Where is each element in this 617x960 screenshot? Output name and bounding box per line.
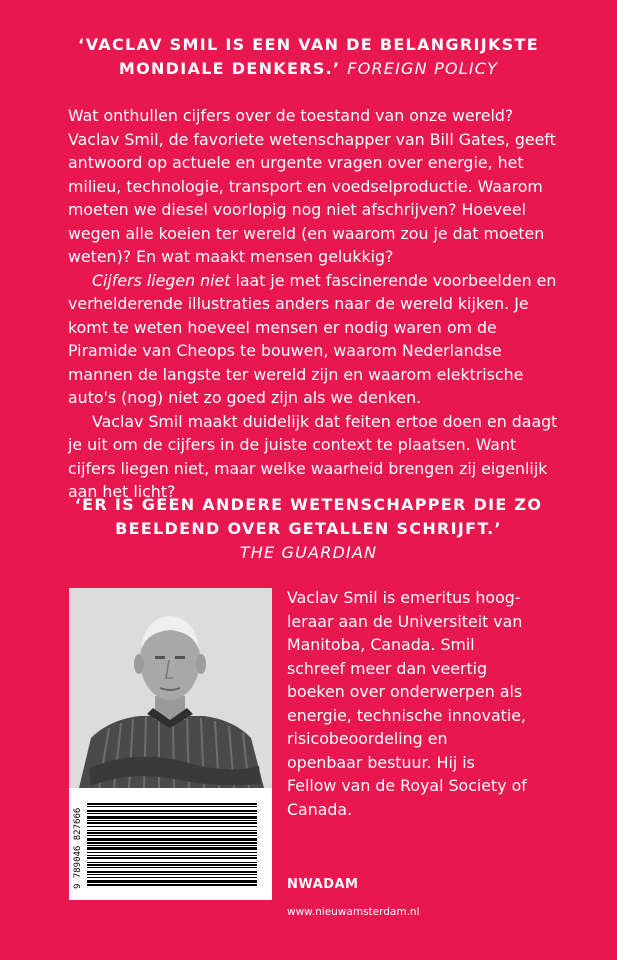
barcode-bar [87, 862, 257, 863]
book-title: Cijfers liegen niet [92, 270, 231, 290]
barcode-bar [87, 822, 257, 824]
barcode-bar [87, 830, 257, 831]
top-quote [0, 33, 617, 81]
barcode-bar [87, 810, 257, 812]
top-quote-line1: ‘VACLAV SMIL IS EEN VAN DE BELANGRIJKSTE [78, 35, 539, 54]
bottom-quote [0, 493, 617, 565]
barcode-bar [87, 871, 257, 873]
barcode-bar [87, 803, 257, 805]
barcode-bar [87, 867, 257, 868]
barcode-bar [87, 842, 257, 844]
barcode-bar [87, 847, 257, 850]
barcode-digits: 9 789046 827666 [73, 807, 83, 889]
barcode [69, 788, 272, 900]
author-photo [69, 588, 272, 788]
top-quote-line2: MONDIALE DENKERS.’ [118, 59, 341, 78]
blurb-paragraph-1: Wat onthullen cijfers over de toestand van onze wereld? Vaclav Smil, de favoriete wetenschapper van Bill Gates, geeft antwoord op actuele en urgente vragen over energie, het milieu, technologie, transport en voedselproductie. Waarom moeten we diesel voorlopig nog niet afschrijven? Hoeveel wegen alle koeien ter wereld (en waarom zou je dat moeten weten)? En wat maakt mensen gelukkig? [68, 106, 556, 266]
barcode-bar [87, 855, 257, 856]
bottom-quote-line1: ‘ER IS GEEN ANDERE WETENSCHAPPER DIE ZO [74, 495, 543, 514]
bottom-quote-line2: BEELDEND OVER GETALLEN SCHRIJFT.’ [115, 519, 502, 538]
publisher-url: www.nieuwamsterdam.nl [287, 906, 420, 918]
publisher-logo: NWADAM [287, 877, 359, 892]
barcode-bar [87, 884, 257, 886]
barcode-bar [87, 816, 257, 819]
top-quote-source: FOREIGN POLICY [347, 59, 499, 78]
bottom-quote-source: THE GUARDIAN [239, 543, 378, 562]
barcode-bar [87, 864, 257, 866]
barcode-bar [87, 877, 257, 878]
barcode-bar [87, 820, 257, 821]
barcode-bar [87, 845, 257, 846]
barcode-bar [87, 880, 257, 883]
barcode-bar [87, 806, 257, 807]
barcode-bar [87, 874, 257, 875]
barcode-bar [87, 813, 257, 814]
blurb-paragraph-2-text: laat je met fascinerende voorbeelden en verhelderende illustraties anders naar de wereld kijken. Je komt te weten hoeveel mensen er nodig waren om de Piramide van Cheops te bouwen, waarom Nederlandse mannen de langste ter wereld zijn en waarom elektrische auto's (nog) niet zo goed zijn als we denken. [68, 270, 557, 407]
barcode-bars [87, 803, 257, 887]
blurb-paragraph-2 [68, 269, 568, 410]
blurb-paragraph-3: Vaclav Smil maakt duidelijk dat feiten ertoe doen en daagt je uit om de cijfers in de juiste context te plaatsen. Want cijfers liegen niet, maar welke waarheid brengen zij eigenlijk aan het licht? [68, 411, 558, 501]
barcode-bar [87, 832, 257, 834]
author-bio: Vaclav Smil is emeritus hoog-leraar aan de Universiteit van Manitoba, Canada. Smil schreef meer dan veertig boeken over onderwerpen als energie, technische innovatie, risicobeoordeling en openbaar bestuur. Hij is Fellow van de Royal Society of Canada. [287, 588, 527, 819]
barcode-bar [87, 852, 257, 853]
barcode-bar [87, 838, 257, 841]
top-quote-line2-row [0, 57, 617, 81]
barcode-bar [87, 835, 257, 836]
barcode-bar [87, 857, 257, 859]
blurb [68, 104, 568, 504]
barcode-bar [87, 826, 257, 827]
